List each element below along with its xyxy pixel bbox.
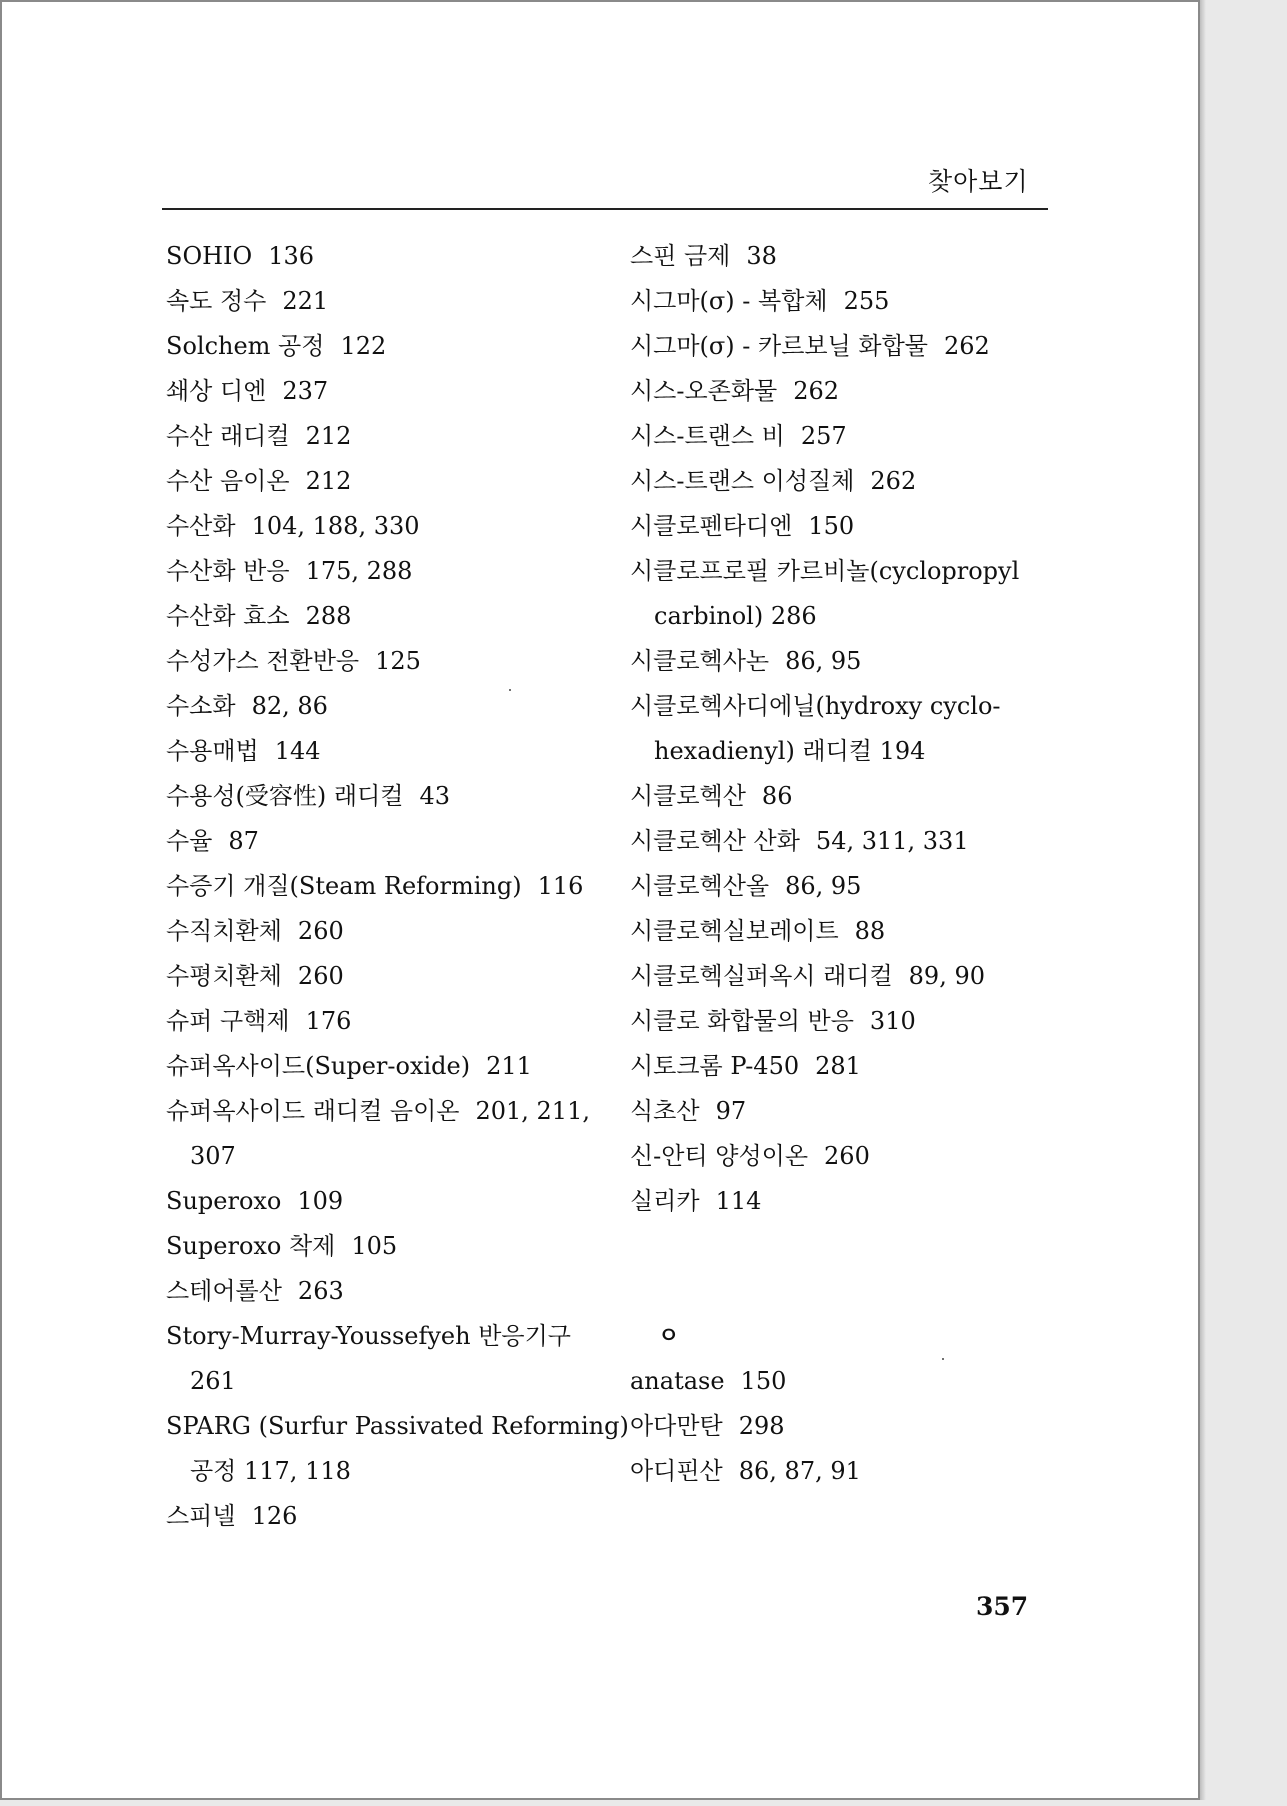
index-term: SOHIO	[166, 242, 253, 270]
index-term: SPARG (Surfur Passivated Reforming)	[166, 1412, 629, 1440]
index-entry	[630, 1134, 1062, 1179]
index-entry	[166, 414, 606, 459]
index-entry	[630, 279, 1062, 324]
index-term: 수용매법	[166, 737, 259, 765]
index-page-refs: 54, 311, 331	[815, 827, 969, 855]
index-page-refs: 43	[419, 782, 451, 810]
index-entry	[630, 324, 1062, 369]
index-page-refs: 86	[761, 782, 793, 810]
index-term: 시그마(σ) - 복합체	[630, 287, 828, 315]
index-page-refs: 105	[351, 1232, 398, 1260]
index-entry	[166, 234, 606, 279]
index-page-refs: 122	[340, 332, 387, 360]
index-entry	[630, 549, 1062, 594]
index-entry	[166, 459, 606, 504]
index-term: 시클로 화합물의 반응	[630, 1007, 854, 1035]
index-term: 쇄상 디엔	[166, 377, 267, 405]
index-page-refs: 136	[268, 242, 315, 270]
index-term: 슈퍼옥사이드 래디컬 음이온	[166, 1097, 460, 1125]
index-entry-continuation: hexadienyl) 래디컬 194	[654, 737, 926, 765]
index-entry	[166, 729, 606, 774]
index-page-refs: 298	[738, 1412, 785, 1440]
index-term: 시토크롬 P-450	[630, 1052, 800, 1080]
index-term: 시클로헥산	[630, 782, 746, 810]
index-page-refs: 260	[824, 1142, 870, 1170]
index-entry	[630, 909, 1062, 954]
index-page-refs: 262	[870, 467, 917, 495]
index-term: 아디핀산	[630, 1457, 723, 1485]
index-term: 스핀 금제	[630, 242, 731, 270]
index-page-refs: 310	[869, 1007, 916, 1035]
index-page-refs: 288	[305, 602, 352, 630]
index-entry	[166, 864, 606, 909]
index-page-refs: 175, 288	[305, 557, 413, 585]
index-term: 수소화	[166, 692, 236, 720]
index-term: 시클로헥실보레이트	[630, 917, 839, 945]
index-page-refs: 150	[808, 512, 855, 540]
index-term: 시클로헥산 산화	[630, 827, 800, 855]
index-entry	[630, 369, 1062, 414]
index-page-refs: 263	[297, 1277, 344, 1305]
index-page-refs: 86, 87, 91	[738, 1457, 861, 1485]
index-term: 수평치환체	[166, 962, 282, 990]
index-entry	[630, 1044, 1062, 1089]
index-term: 시그마(σ) - 카르보닐 화합물	[630, 332, 928, 360]
index-term: 식초산	[630, 1097, 700, 1125]
index-entry	[166, 1269, 606, 1314]
index-entry	[166, 1404, 629, 1449]
index-entry	[630, 459, 1062, 504]
index-page-refs: 109	[297, 1187, 344, 1215]
index-page-refs: 212	[305, 422, 352, 450]
index-entry	[630, 1449, 1062, 1494]
index-entry	[630, 864, 1062, 909]
index-page-refs: 104, 188, 330	[251, 512, 420, 540]
index-entry	[166, 594, 606, 639]
index-term: 수산화 반응	[166, 557, 290, 585]
index-entry	[166, 1314, 606, 1359]
index-page-refs: 116	[537, 872, 584, 900]
index-entry	[166, 369, 606, 414]
index-entry	[166, 999, 606, 1044]
header-rule	[162, 208, 1048, 210]
index-term: 수증기 개질(Steam Reforming)	[166, 872, 522, 900]
index-page-refs: 97	[715, 1097, 747, 1125]
index-page-refs: 221	[282, 287, 329, 315]
index-column-left	[166, 234, 629, 1539]
index-term: 시스-트랜스 비	[630, 422, 785, 450]
index-term: 수율	[166, 827, 213, 855]
index-entry	[630, 1359, 1062, 1404]
index-entry	[166, 549, 606, 594]
index-term: 스테어롤산	[166, 1277, 282, 1305]
index-term: Solchem 공정	[166, 332, 325, 360]
index-entry	[630, 414, 1062, 459]
index-page-refs: 262	[793, 377, 840, 405]
index-entry-continuation: 261	[190, 1367, 236, 1395]
index-term: 슈퍼옥사이드(Super-oxide)	[166, 1052, 471, 1080]
index-term: 시스-오존화물	[630, 377, 778, 405]
index-term: 스피넬	[166, 1502, 236, 1530]
index-term: anatase	[630, 1367, 725, 1395]
index-page-refs: 150	[740, 1367, 787, 1395]
index-column-right	[630, 234, 1062, 1494]
index-page-refs: 144	[274, 737, 321, 765]
index-page-refs: 114	[715, 1187, 762, 1215]
index-term: Superoxo 착제	[166, 1232, 336, 1260]
index-term: 시클로헥사논	[630, 647, 770, 675]
index-page-refs: 255	[843, 287, 890, 315]
running-head: 찾아보기	[928, 167, 1029, 196]
index-page-refs: 260	[297, 962, 344, 990]
page-number: 357	[976, 1592, 1029, 1621]
index-entry-continuation: 공정 117, 118	[190, 1457, 351, 1485]
index-page-refs: 260	[297, 917, 344, 945]
index-entry	[630, 1089, 1062, 1134]
index-entry	[630, 639, 1062, 684]
scan-speck	[942, 1358, 944, 1360]
index-page-refs: 126	[251, 1502, 298, 1530]
index-entry	[166, 1179, 606, 1224]
index-page-refs: 82, 86	[251, 692, 328, 720]
index-term: 수산 래디컬	[166, 422, 290, 450]
index-page-refs: 237	[282, 377, 329, 405]
section-heading: ㅇ	[658, 1324, 680, 1349]
index-term: 시클로헥산올	[630, 872, 770, 900]
index-term: 수직치환체	[166, 917, 282, 945]
index-entry	[166, 954, 606, 999]
index-page-refs: 257	[800, 422, 847, 450]
index-term: Story-Murray-Youssefyeh 반응기구	[166, 1322, 571, 1350]
scan-speck	[509, 689, 511, 691]
index-term: 실리카	[630, 1187, 700, 1215]
index-entry	[166, 684, 606, 729]
index-page-refs: 89, 90	[908, 962, 985, 990]
index-page-refs: 212	[305, 467, 352, 495]
index-page-refs: 125	[375, 647, 421, 675]
index-term: 슈퍼 구핵제	[166, 1007, 290, 1035]
index-entry	[630, 774, 1062, 819]
index-page-refs: 86, 95	[785, 872, 862, 900]
index-term: 시스-트랜스 이성질체	[630, 467, 855, 495]
index-term: 시클로헥실퍼옥시 래디컬	[630, 962, 893, 990]
index-term: 속도 정수	[166, 287, 267, 315]
page-edge-shadow	[1200, 0, 1206, 1800]
index-entry	[166, 819, 606, 864]
index-entry	[166, 279, 606, 324]
index-page-refs: 211	[486, 1052, 532, 1080]
index-term: 아다만탄	[630, 1412, 723, 1440]
index-entry	[630, 234, 1062, 279]
index-term: 수산 음이온	[166, 467, 290, 495]
index-entry	[166, 909, 606, 954]
index-term: Superoxo	[166, 1187, 282, 1215]
index-entry	[630, 999, 1062, 1044]
index-term: 신-안티 양성이온	[630, 1142, 809, 1170]
index-page-refs: 201, 211,	[475, 1097, 590, 1125]
index-page-refs: 262	[943, 332, 990, 360]
index-entry	[630, 1404, 1062, 1449]
index-entry	[166, 774, 606, 819]
index-term: 시클로프로필 카르비놀(cyclopropyl	[630, 557, 1020, 585]
index-entry	[630, 504, 1062, 549]
index-entry	[166, 1494, 606, 1539]
index-page-refs: 38	[746, 242, 777, 270]
index-entry	[166, 1044, 606, 1089]
index-entry	[166, 639, 606, 684]
index-term: 수성가스 전환반응	[166, 647, 360, 675]
index-term: 수산화 효소	[166, 602, 290, 630]
index-term: 수용성(受容性) 래디컬	[166, 782, 404, 810]
index-entry	[166, 1224, 606, 1269]
index-entry	[166, 1089, 606, 1134]
index-entry	[630, 819, 1062, 864]
blank-line	[630, 1269, 1062, 1314]
index-page-refs: 87	[228, 827, 259, 855]
index-term: 시클로헥사디에닐(hydroxy cyclo-	[630, 692, 1001, 720]
index-entry-continuation: carbinol) 286	[654, 602, 817, 630]
index-term: 수산화	[166, 512, 236, 540]
index-entry-continuation: 307	[190, 1142, 236, 1170]
index-entry	[630, 1179, 1062, 1224]
index-entry	[166, 504, 606, 549]
index-entry	[630, 684, 1062, 729]
index-entry	[630, 954, 1062, 999]
index-entry	[166, 324, 606, 369]
index-page-refs: 176	[305, 1007, 352, 1035]
index-page-refs: 281	[815, 1052, 861, 1080]
index-page-refs: 86, 95	[785, 647, 862, 675]
blank-line	[630, 1224, 1062, 1269]
index-page-refs: 88	[854, 917, 886, 945]
index-term: 시클로펜타디엔	[630, 512, 793, 540]
